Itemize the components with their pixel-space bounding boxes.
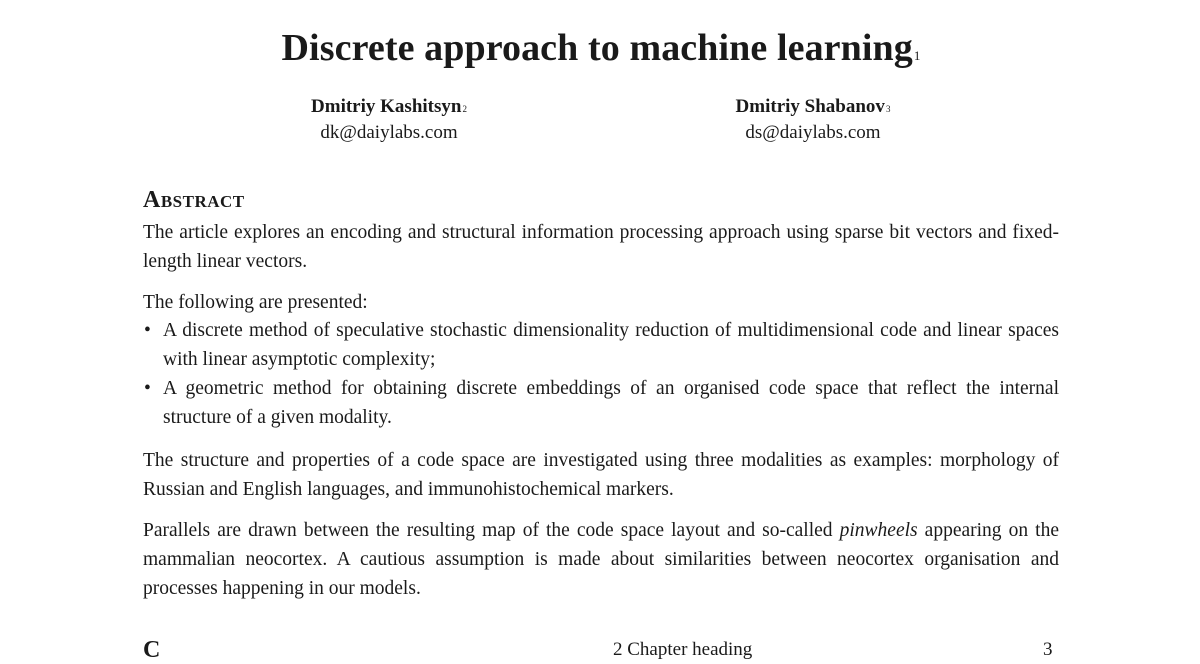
paragraph-text-start: Parallels are drawn between the resulting map of the code space layout and so-called xyxy=(143,520,840,541)
author-email: dk@daiylabs.com xyxy=(320,122,458,143)
bullet-marker: • xyxy=(144,378,151,399)
cutoff-heading-fragment: C xyxy=(143,637,161,663)
author-block-1 xyxy=(239,94,539,146)
author-block-2 xyxy=(663,94,963,146)
list-item xyxy=(143,374,1059,432)
author-name xyxy=(239,94,539,120)
bullet-text: A discrete method of speculative stochastic dimensionality reduction of multidimensional code and linear spaces with linear asymptotic complexity; xyxy=(163,320,1059,370)
bullet-marker: • xyxy=(144,320,151,341)
paragraph-text-end: appearing on the mammalian neocortex. A cautious assumption is made about similarities between neocortex organisation and processes happening in our models. xyxy=(143,520,1059,599)
bullet-text: A geometric method for obtaining discrete embeddings of an organised code space that reflect the internal structure of a given modality. xyxy=(163,378,1059,428)
list-item xyxy=(143,316,1059,374)
author-name-text: Dmitriy Kashitsyn xyxy=(311,96,462,117)
title-text: Discrete approach to machine learning xyxy=(281,27,913,69)
abstract-heading: Abstract xyxy=(143,187,245,213)
cutoff-toc-fragment: 2 Chapter heading xyxy=(613,639,753,660)
title-footnote-mark: 1 xyxy=(913,48,921,63)
abstract-bullet-list xyxy=(143,316,1059,432)
author-name-text: Dmitriy Shabanov xyxy=(735,96,885,117)
emphasized-term: pinwheels xyxy=(839,520,918,541)
author-name xyxy=(663,94,963,120)
abstract-paragraph-2: The following are presented: xyxy=(143,292,368,313)
abstract-paragraph-3: The structure and properties of a code space are investigated using three modalities as examples: morphology of Russian and English languages, and immunohistochemical markers. xyxy=(143,450,1059,500)
author-footnote-mark: 3 xyxy=(885,104,891,114)
author-email: ds@daiylabs.com xyxy=(745,122,881,143)
abstract-paragraph-1: The article explores an encoding and structural information processing approach using sparse bit vectors and fixed-length linear vectors. xyxy=(143,222,1059,272)
author-footnote-mark: 2 xyxy=(462,104,467,114)
abstract-paragraph-4 xyxy=(143,516,1059,603)
cutoff-page-number: 3 xyxy=(1043,639,1053,660)
paper-title xyxy=(143,26,1059,70)
